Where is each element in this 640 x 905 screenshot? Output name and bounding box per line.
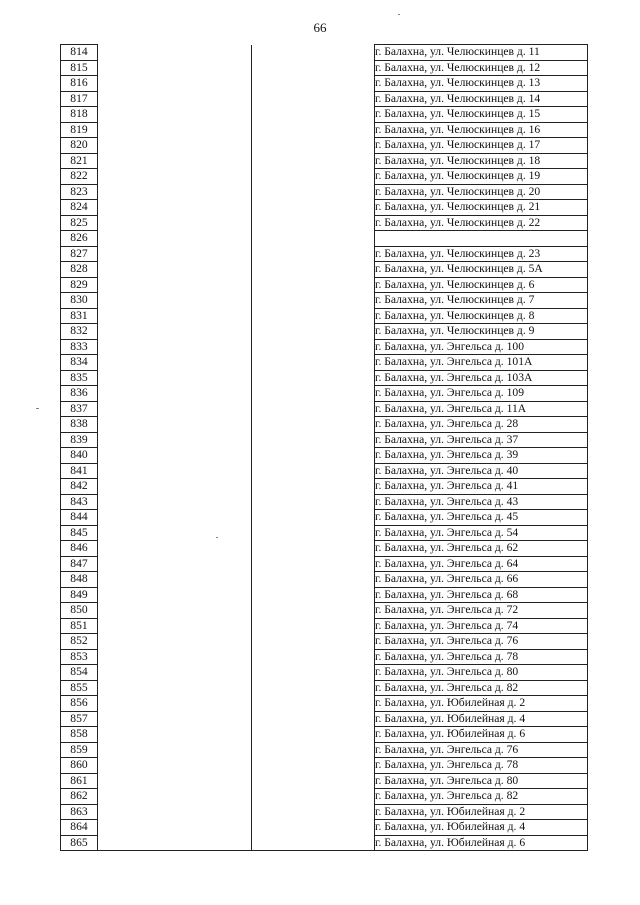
table-row	[61, 277, 588, 293]
empty-cell	[98, 541, 252, 557]
row-number-cell: 856	[61, 696, 98, 712]
empty-cell	[252, 432, 375, 448]
empty-cell	[98, 572, 252, 588]
empty-cell	[252, 804, 375, 820]
empty-cell	[98, 804, 252, 820]
row-number-cell: 854	[61, 665, 98, 681]
address-cell: г. Балахна, ул. Челюскинцев д. 21	[375, 200, 588, 216]
address-cell: г. Балахна, ул. Энгельса д. 80	[375, 773, 588, 789]
table-row	[61, 758, 588, 774]
row-number-cell: 831	[61, 308, 98, 324]
address-cell: г. Балахна, ул. Челюскинцев д. 11	[375, 45, 588, 61]
row-number-cell: 843	[61, 494, 98, 510]
row-number-cell: 823	[61, 184, 98, 200]
empty-cell	[252, 277, 375, 293]
address-registry-table	[60, 44, 588, 851]
empty-cell	[98, 711, 252, 727]
address-cell: г. Балахна, ул. Челюскинцев д. 17	[375, 138, 588, 154]
table-row	[61, 60, 588, 76]
table-row	[61, 649, 588, 665]
table-row	[61, 200, 588, 216]
row-number-cell: 836	[61, 386, 98, 402]
table-row	[61, 231, 588, 247]
empty-cell	[252, 91, 375, 107]
table-row	[61, 153, 588, 169]
table-row	[61, 665, 588, 681]
address-cell: г. Балахна, ул. Энгельса д. 54	[375, 525, 588, 541]
row-number-cell: 851	[61, 618, 98, 634]
address-cell: г. Балахна, ул. Энгельса д. 45	[375, 510, 588, 526]
empty-cell	[98, 293, 252, 309]
empty-cell	[98, 742, 252, 758]
row-number-cell: 818	[61, 107, 98, 123]
row-number-cell: 860	[61, 758, 98, 774]
table-row	[61, 386, 588, 402]
empty-cell	[252, 758, 375, 774]
row-number-cell: 835	[61, 370, 98, 386]
row-number-cell: 841	[61, 463, 98, 479]
row-number-cell: 824	[61, 200, 98, 216]
empty-cell	[252, 153, 375, 169]
table-row	[61, 479, 588, 495]
address-cell: г. Балахна, ул. Энгельса д. 76	[375, 742, 588, 758]
empty-cell	[98, 45, 252, 61]
empty-cell	[98, 789, 252, 805]
empty-cell	[252, 665, 375, 681]
empty-cell	[252, 618, 375, 634]
empty-cell	[98, 122, 252, 138]
row-number-cell: 859	[61, 742, 98, 758]
empty-cell	[252, 510, 375, 526]
empty-cell	[98, 618, 252, 634]
table-row	[61, 742, 588, 758]
row-number-cell: 828	[61, 262, 98, 278]
empty-cell	[98, 479, 252, 495]
empty-cell	[252, 587, 375, 603]
table-row	[61, 355, 588, 371]
address-cell: г. Балахна, ул. Юбилейная д. 2	[375, 696, 588, 712]
empty-cell	[98, 603, 252, 619]
table-row	[61, 76, 588, 92]
empty-cell	[252, 262, 375, 278]
table-row	[61, 246, 588, 262]
table-row	[61, 494, 588, 510]
table-row	[61, 184, 588, 200]
empty-cell	[252, 215, 375, 231]
table-row	[61, 448, 588, 464]
row-number-cell: 863	[61, 804, 98, 820]
empty-cell	[98, 308, 252, 324]
table-row	[61, 618, 588, 634]
empty-cell	[98, 339, 252, 355]
row-number-cell: 815	[61, 60, 98, 76]
row-number-cell: 865	[61, 835, 98, 851]
empty-cell	[252, 169, 375, 185]
empty-cell	[98, 525, 252, 541]
row-number-cell: 833	[61, 339, 98, 355]
table-row	[61, 262, 588, 278]
row-number-cell: 838	[61, 417, 98, 433]
empty-cell	[98, 401, 252, 417]
empty-cell	[252, 727, 375, 743]
table-row	[61, 91, 588, 107]
table-row	[61, 463, 588, 479]
empty-cell	[98, 386, 252, 402]
row-number-cell: 850	[61, 603, 98, 619]
address-cell: г. Балахна, ул. Энгельса д. 72	[375, 603, 588, 619]
table-row	[61, 572, 588, 588]
empty-cell	[98, 277, 252, 293]
row-number-cell: 820	[61, 138, 98, 154]
row-number-cell: 826	[61, 231, 98, 247]
scan-speck	[216, 537, 218, 538]
table-row	[61, 45, 588, 61]
table-row	[61, 525, 588, 541]
address-cell: г. Балахна, ул. Челюскинцев д. 16	[375, 122, 588, 138]
row-number-cell: 821	[61, 153, 98, 169]
scan-speck	[36, 408, 39, 409]
table-row	[61, 727, 588, 743]
address-cell: г. Балахна, ул. Челюскинцев д. 5А	[375, 262, 588, 278]
row-number-cell: 822	[61, 169, 98, 185]
empty-cell	[252, 835, 375, 851]
empty-cell	[98, 680, 252, 696]
address-cell: г. Балахна, ул. Энгельса д. 37	[375, 432, 588, 448]
address-cell: г. Балахна, ул. Энгельса д. 11А	[375, 401, 588, 417]
address-cell: г. Балахна, ул. Челюскинцев д. 23	[375, 246, 588, 262]
empty-cell	[252, 820, 375, 836]
address-cell: г. Балахна, ул. Челюскинцев д. 14	[375, 91, 588, 107]
empty-cell	[98, 370, 252, 386]
empty-cell	[98, 60, 252, 76]
empty-cell	[98, 262, 252, 278]
empty-cell	[252, 417, 375, 433]
empty-cell	[98, 820, 252, 836]
table-row	[61, 107, 588, 123]
empty-cell	[98, 76, 252, 92]
empty-cell	[98, 184, 252, 200]
address-cell: г. Балахна, ул. Энгельса д. 103А	[375, 370, 588, 386]
table-row	[61, 215, 588, 231]
empty-cell	[252, 789, 375, 805]
empty-cell	[252, 308, 375, 324]
empty-cell	[252, 122, 375, 138]
row-number-cell: 857	[61, 711, 98, 727]
empty-cell	[252, 370, 375, 386]
empty-cell	[252, 634, 375, 650]
empty-cell	[252, 401, 375, 417]
address-cell: г. Балахна, ул. Челюскинцев д. 15	[375, 107, 588, 123]
empty-cell	[252, 293, 375, 309]
row-number-cell: 862	[61, 789, 98, 805]
table-row	[61, 370, 588, 386]
address-cell: г. Балахна, ул. Юбилейная д. 2	[375, 804, 588, 820]
table-row	[61, 773, 588, 789]
empty-cell	[252, 138, 375, 154]
row-number-cell: 844	[61, 510, 98, 526]
empty-cell	[252, 60, 375, 76]
empty-cell	[98, 138, 252, 154]
row-number-cell: 839	[61, 432, 98, 448]
empty-cell	[98, 696, 252, 712]
table-row	[61, 541, 588, 557]
address-cell: г. Балахна, ул. Челюскинцев д. 19	[375, 169, 588, 185]
row-number-cell: 849	[61, 587, 98, 603]
table-row	[61, 603, 588, 619]
page-number: 66	[313, 20, 327, 35]
empty-cell	[98, 494, 252, 510]
empty-cell	[98, 355, 252, 371]
address-cell: г. Балахна, ул. Челюскинцев д. 8	[375, 308, 588, 324]
empty-cell	[98, 417, 252, 433]
row-number-cell: 827	[61, 246, 98, 262]
empty-cell	[98, 432, 252, 448]
address-cell: г. Балахна, ул. Челюскинцев д. 9	[375, 324, 588, 340]
empty-cell	[252, 246, 375, 262]
address-cell: г. Балахна, ул. Энгельса д. 68	[375, 587, 588, 603]
empty-cell	[98, 107, 252, 123]
address-cell: г. Балахна, ул. Юбилейная д. 6	[375, 835, 588, 851]
empty-cell	[98, 215, 252, 231]
row-number-cell: 825	[61, 215, 98, 231]
address-cell: г. Балахна, ул. Энгельса д. 43	[375, 494, 588, 510]
empty-cell	[252, 386, 375, 402]
table-row	[61, 556, 588, 572]
empty-cell	[252, 773, 375, 789]
empty-cell	[252, 448, 375, 464]
row-number-cell: 832	[61, 324, 98, 340]
address-cell: г. Балахна, ул. Энгельса д. 76	[375, 634, 588, 650]
empty-cell	[98, 200, 252, 216]
address-cell: г. Балахна, ул. Юбилейная д. 4	[375, 711, 588, 727]
row-number-cell: 855	[61, 680, 98, 696]
address-cell: г. Балахна, ул. Челюскинцев д. 20	[375, 184, 588, 200]
address-cell: г. Балахна, ул. Челюскинцев д. 6	[375, 277, 588, 293]
empty-cell	[98, 665, 252, 681]
address-cell: г. Балахна, ул. Челюскинцев д. 12	[375, 60, 588, 76]
row-number-cell: 829	[61, 277, 98, 293]
row-number-cell: 830	[61, 293, 98, 309]
empty-cell	[252, 742, 375, 758]
address-cell: г. Балахна, ул. Энгельса д. 74	[375, 618, 588, 634]
empty-cell	[252, 525, 375, 541]
table-row	[61, 432, 588, 448]
row-number-cell: 814	[61, 45, 98, 61]
empty-cell	[252, 680, 375, 696]
empty-cell	[252, 494, 375, 510]
address-cell: г. Балахна, ул. Энгельса д. 109	[375, 386, 588, 402]
empty-cell	[252, 107, 375, 123]
empty-cell	[98, 324, 252, 340]
address-cell	[375, 231, 588, 247]
address-cell: г. Балахна, ул. Энгельса д. 39	[375, 448, 588, 464]
address-cell: г. Балахна, ул. Юбилейная д. 4	[375, 820, 588, 836]
table-row	[61, 169, 588, 185]
row-number-cell: 853	[61, 649, 98, 665]
empty-cell	[252, 696, 375, 712]
empty-cell	[98, 169, 252, 185]
table-row	[61, 835, 588, 851]
empty-cell	[98, 634, 252, 650]
address-cell: г. Балахна, ул. Юбилейная д. 6	[375, 727, 588, 743]
row-number-cell: 842	[61, 479, 98, 495]
row-number-cell: 852	[61, 634, 98, 650]
table-body	[61, 45, 588, 851]
empty-cell	[252, 572, 375, 588]
address-cell: г. Балахна, ул. Энгельса д. 78	[375, 649, 588, 665]
empty-cell	[98, 448, 252, 464]
table-row	[61, 417, 588, 433]
empty-cell	[252, 556, 375, 572]
row-number-cell: 848	[61, 572, 98, 588]
row-number-cell: 837	[61, 401, 98, 417]
address-cell: г. Балахна, ул. Челюскинцев д. 7	[375, 293, 588, 309]
table-row	[61, 324, 588, 340]
address-cell: г. Балахна, ул. Энгельса д. 64	[375, 556, 588, 572]
table-row	[61, 293, 588, 309]
empty-cell	[98, 773, 252, 789]
empty-cell	[252, 324, 375, 340]
row-number-cell: 840	[61, 448, 98, 464]
empty-cell	[98, 246, 252, 262]
empty-cell	[252, 231, 375, 247]
row-number-cell: 817	[61, 91, 98, 107]
empty-cell	[252, 45, 375, 61]
address-cell: г. Балахна, ул. Энгельса д. 82	[375, 789, 588, 805]
row-number-cell: 834	[61, 355, 98, 371]
empty-cell	[98, 835, 252, 851]
empty-cell	[252, 711, 375, 727]
address-cell: г. Балахна, ул. Энгельса д. 41	[375, 479, 588, 495]
empty-cell	[98, 649, 252, 665]
table-row	[61, 820, 588, 836]
table-row	[61, 138, 588, 154]
empty-cell	[98, 510, 252, 526]
table-row	[61, 789, 588, 805]
table-row	[61, 711, 588, 727]
row-number-cell: 847	[61, 556, 98, 572]
address-cell: г. Балахна, ул. Челюскинцев д. 13	[375, 76, 588, 92]
row-number-cell: 845	[61, 525, 98, 541]
table-row	[61, 634, 588, 650]
empty-cell	[252, 184, 375, 200]
table-row	[61, 510, 588, 526]
empty-cell	[98, 556, 252, 572]
empty-cell	[252, 541, 375, 557]
table-row	[61, 339, 588, 355]
row-number-cell: 858	[61, 727, 98, 743]
table-row	[61, 122, 588, 138]
address-cell: г. Балахна, ул. Энгельса д. 101А	[375, 355, 588, 371]
empty-cell	[98, 758, 252, 774]
address-cell: г. Балахна, ул. Энгельса д. 66	[375, 572, 588, 588]
row-number-cell: 816	[61, 76, 98, 92]
table-row	[61, 587, 588, 603]
empty-cell	[98, 463, 252, 479]
empty-cell	[252, 355, 375, 371]
empty-cell	[252, 200, 375, 216]
table-row	[61, 401, 588, 417]
empty-cell	[252, 649, 375, 665]
table-row	[61, 680, 588, 696]
address-cell: г. Балахна, ул. Энгельса д. 40	[375, 463, 588, 479]
empty-cell	[98, 91, 252, 107]
table-row	[61, 804, 588, 820]
row-number-cell: 846	[61, 541, 98, 557]
scan-speck	[398, 14, 400, 15]
row-number-cell: 819	[61, 122, 98, 138]
row-number-cell: 861	[61, 773, 98, 789]
table-row	[61, 308, 588, 324]
row-number-cell: 864	[61, 820, 98, 836]
empty-cell	[98, 587, 252, 603]
empty-cell	[252, 463, 375, 479]
address-cell: г. Балахна, ул. Энгельса д. 100	[375, 339, 588, 355]
empty-cell	[252, 339, 375, 355]
empty-cell	[98, 153, 252, 169]
address-cell: г. Балахна, ул. Энгельса д. 28	[375, 417, 588, 433]
empty-cell	[98, 231, 252, 247]
empty-cell	[98, 727, 252, 743]
address-cell: г. Балахна, ул. Челюскинцев д. 22	[375, 215, 588, 231]
address-cell: г. Балахна, ул. Энгельса д. 62	[375, 541, 588, 557]
address-cell: г. Балахна, ул. Энгельса д. 78	[375, 758, 588, 774]
empty-cell	[252, 76, 375, 92]
address-cell: г. Балахна, ул. Челюскинцев д. 18	[375, 153, 588, 169]
address-cell: г. Балахна, ул. Энгельса д. 80	[375, 665, 588, 681]
table-row	[61, 696, 588, 712]
empty-cell	[252, 603, 375, 619]
address-cell: г. Балахна, ул. Энгельса д. 82	[375, 680, 588, 696]
empty-cell	[252, 479, 375, 495]
